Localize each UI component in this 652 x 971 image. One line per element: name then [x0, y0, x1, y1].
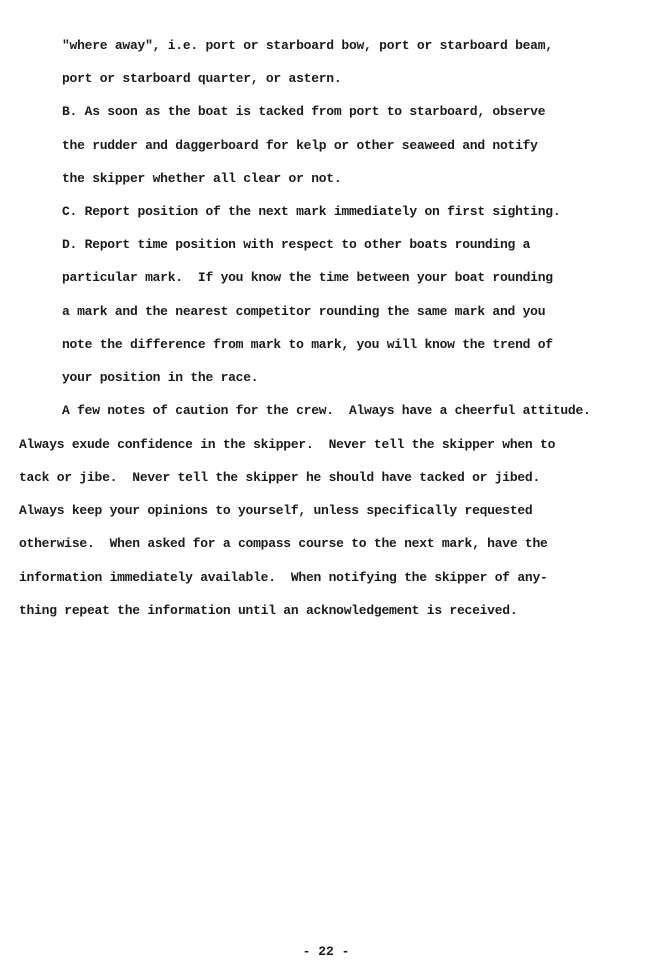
- text-line: A few notes of caution for the crew. Always have a cheerful attitude.: [62, 403, 591, 418]
- text-line: "where away", i.e. port or starboard bow, port or starboard beam,: [62, 38, 553, 53]
- text-line: the skipper whether all clear or not.: [62, 171, 342, 186]
- text-line: D. Report time position with respect to other boats rounding a: [62, 237, 531, 252]
- text-line: B. As soon as the boat is tacked from port to starboard, observe: [62, 104, 546, 119]
- text-line: Always keep your opinions to yourself, unless specifically requested: [19, 503, 533, 518]
- text-line: the rudder and daggerboard for kelp or other seaweed and notify: [62, 138, 538, 153]
- text-line: particular mark. If you know the time between your boat rounding: [62, 270, 553, 285]
- text-line: note the difference from mark to mark, you will know the trend of: [62, 337, 553, 352]
- text-line: otherwise. When asked for a compass course to the next mark, have the: [19, 536, 548, 551]
- page-number: - 22 -: [302, 944, 350, 959]
- text-line: port or starboard quarter, or astern.: [62, 71, 342, 86]
- text-line: thing repeat the information until an acknowledgement is received.: [19, 603, 518, 618]
- text-line: tack or jibe. Never tell the skipper he should have tacked or jibed.: [19, 470, 541, 485]
- text-line: your position in the race.: [62, 370, 259, 385]
- text-line: Always exude confidence in the skipper. Never tell the skipper when to: [19, 437, 556, 452]
- text-line: C. Report position of the next mark immediately on first sighting.: [62, 204, 561, 219]
- text-line: a mark and the nearest competitor rounding the same mark and you: [62, 304, 546, 319]
- text-line: information immediately available. When notifying the skipper of any-: [19, 570, 548, 585]
